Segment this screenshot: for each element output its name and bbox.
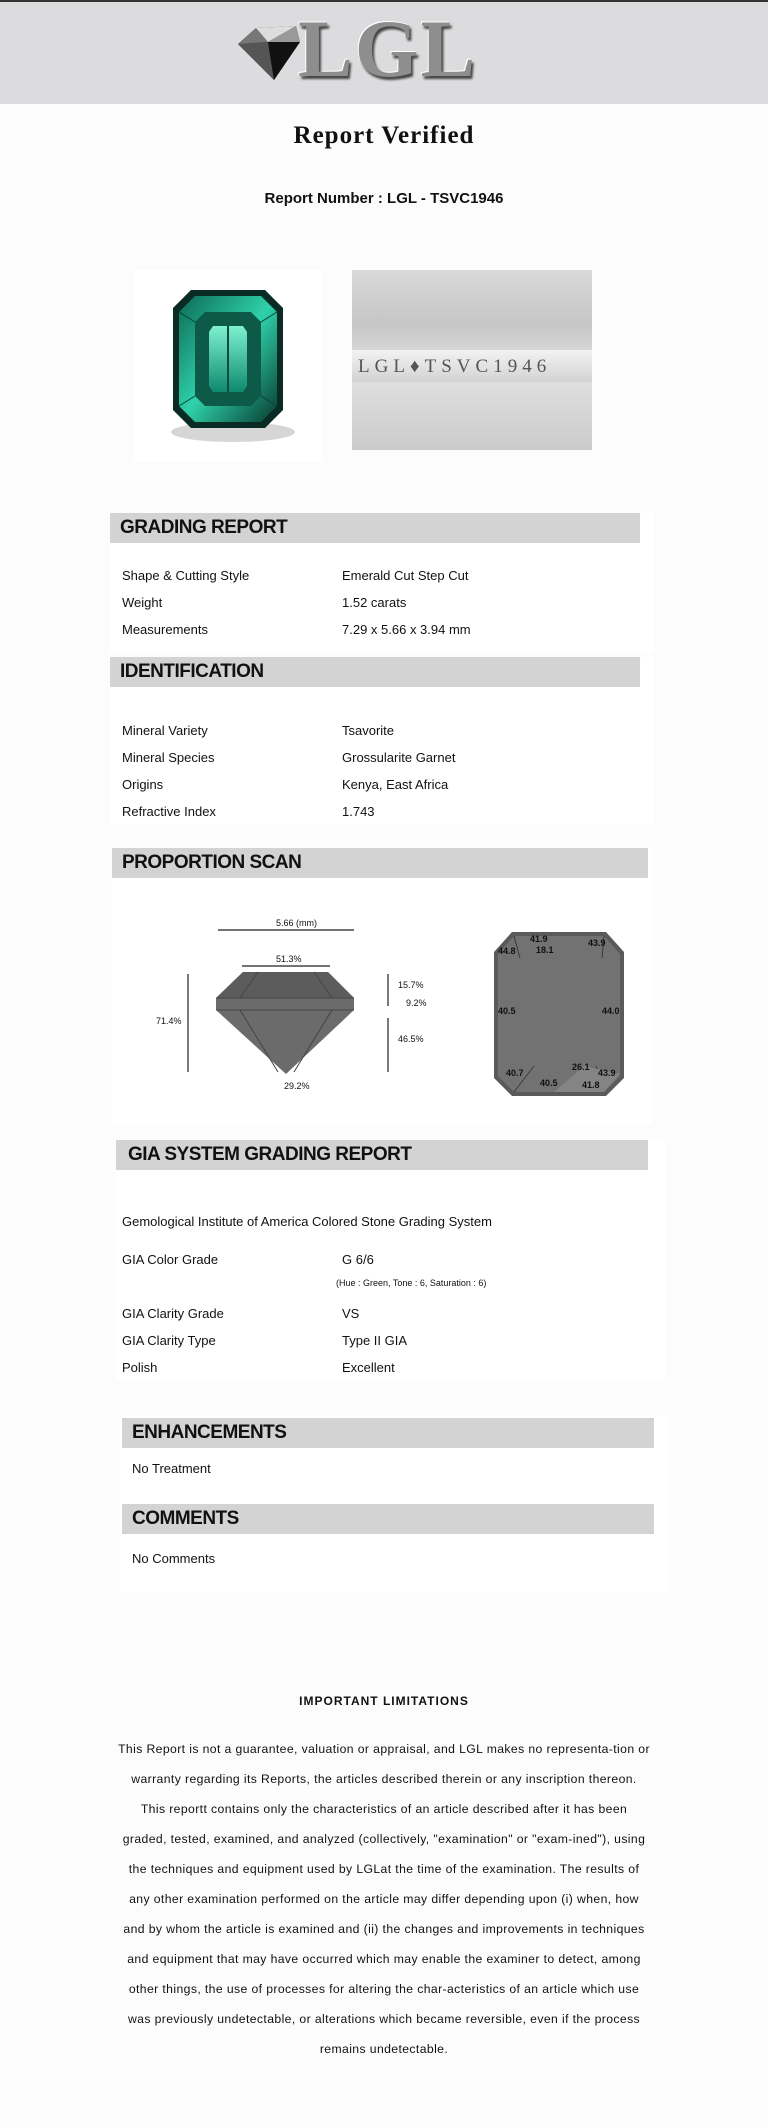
- top-value-8: 40.7: [506, 1068, 524, 1078]
- emerald-cut-gem-icon: [133, 270, 323, 462]
- side-width-label: 5.66 (mm): [276, 918, 318, 928]
- side-profile-diagram: [118, 906, 448, 1120]
- brand-name: LGL: [298, 3, 478, 94]
- gia-heading: GIA SYSTEM GRADING REPORT: [128, 1144, 412, 1165]
- inscription-text: LGL♦TSVC1946: [358, 356, 552, 377]
- polish-value: Excellent: [342, 1360, 395, 1375]
- header: [0, 2, 768, 104]
- side-crown-label: 15.7%: [398, 980, 424, 990]
- identification-heading-bar: [110, 657, 640, 687]
- enhancements-value: No Treatment: [132, 1461, 211, 1476]
- measurements-value: 7.29 x 5.66 x 3.94 mm: [342, 622, 471, 637]
- side-table-label: 51.3%: [276, 954, 302, 964]
- top-value-5: 40.5: [498, 1006, 516, 1016]
- top-value-10: 41.8: [582, 1080, 600, 1090]
- gia-clarity-grade-value: VS: [342, 1306, 360, 1321]
- side-depth-label: 71.4%: [156, 1016, 182, 1026]
- top-value-11: 43.9: [598, 1068, 616, 1078]
- comments-heading: COMMENTS: [132, 1508, 239, 1529]
- mineral-variety-value: Tsavorite: [342, 723, 395, 738]
- enhancements-heading: ENHANCEMENTS: [132, 1422, 287, 1443]
- mineral-species-label: Mineral Species: [122, 750, 215, 765]
- gia-clarity-type-label: GIA Clarity Type: [122, 1333, 216, 1348]
- top-value-6: 44.0: [602, 1006, 620, 1016]
- top-value-9: 40.5: [540, 1078, 558, 1088]
- top-value-4: 18.1: [536, 945, 554, 955]
- page-title: Report Verified: [293, 122, 475, 149]
- top-view-diagram: [474, 906, 646, 1120]
- comments-value: No Comments: [132, 1551, 216, 1566]
- grading-heading-bar: [110, 513, 640, 543]
- top-value-3: 44.8: [498, 946, 516, 956]
- lgl-logo: [234, 3, 494, 96]
- limitations-heading: IMPORTANT LIMITATIONS: [299, 1694, 469, 1708]
- proportion-heading: PROPORTION SCAN: [122, 852, 302, 873]
- top-value-7: 26.1: [572, 1062, 590, 1072]
- origins-label: Origins: [122, 777, 164, 792]
- mineral-variety-label: Mineral Variety: [122, 723, 208, 738]
- refractive-index-label: Refractive Index: [122, 804, 216, 819]
- gia-color-value: G 6/6: [342, 1252, 374, 1267]
- shape-value: Emerald Cut Step Cut: [342, 568, 469, 583]
- proportion-heading-bar: [112, 848, 648, 878]
- report-number: Report Number : LGL - TSVC1946: [264, 190, 504, 207]
- shape-label: Shape & Cutting Style: [122, 568, 250, 583]
- laser-inscription-image: [352, 270, 592, 450]
- measurements-label: Measurements: [122, 622, 208, 637]
- origins-value: Kenya, East Africa: [342, 777, 449, 792]
- gia-clarity-grade-label: GIA Clarity Grade: [122, 1306, 224, 1321]
- side-girdle-label: 9.2%: [406, 998, 427, 1008]
- weight-label: Weight: [122, 595, 163, 610]
- gia-clarity-type-value: Type II GIA: [342, 1333, 408, 1348]
- comments-heading-bar: [122, 1504, 654, 1534]
- side-profile-svg: [118, 906, 448, 1120]
- gia-color-label: GIA Color Grade: [122, 1252, 219, 1267]
- top-value-1: 41.9: [530, 934, 548, 944]
- diamond-logo-icon: [234, 22, 304, 84]
- top-value-2: 43.9: [588, 938, 606, 948]
- gia-subtitle: Gemological Institute of America Colored Stone Grading System: [122, 1214, 492, 1229]
- weight-value: 1.52 carats: [342, 595, 407, 610]
- side-culet-label: 29.2%: [284, 1081, 310, 1091]
- polish-label: Polish: [122, 1360, 158, 1375]
- gia-color-note: (Hue : Green, Tone : 6, Saturation : 6): [336, 1278, 487, 1288]
- side-pavilion-label: 46.5%: [398, 1034, 424, 1044]
- refractive-index-value: 1.743: [342, 804, 375, 819]
- limitations-body: This Report is not a guarantee, valuation or appraisal, and LGL makes no representa-tion or warranty regarding its Reports, the articles described therein or any inscription thereon. This reportt contains only the characteristics of an article described after it has been graded, tested, examined, and analyzed (collectively, "examination" or "exam-ined"), using the techniques and equipment used by LGLat the time of the examination. The results of any other examination performed on the article may differ depending upon (i) when, how and by whom the article is examined and (ii) the changes and improvements in techniques and equipment that may have occurred which may enable the examiner to detect, among other things, the use of processes for altering the char-acteristics of an article which use was previously undetectable, or alterations which became reversible, even if the process remains undetectable.: [118, 1742, 650, 2056]
- mineral-species-value: Grossularite Garnet: [342, 750, 456, 765]
- enhancements-heading-bar: [122, 1418, 654, 1448]
- identification-heading: IDENTIFICATION: [120, 661, 264, 682]
- grading-heading: GRADING REPORT: [120, 517, 288, 538]
- gem-image: [133, 270, 323, 462]
- gia-heading-bar: [116, 1140, 648, 1170]
